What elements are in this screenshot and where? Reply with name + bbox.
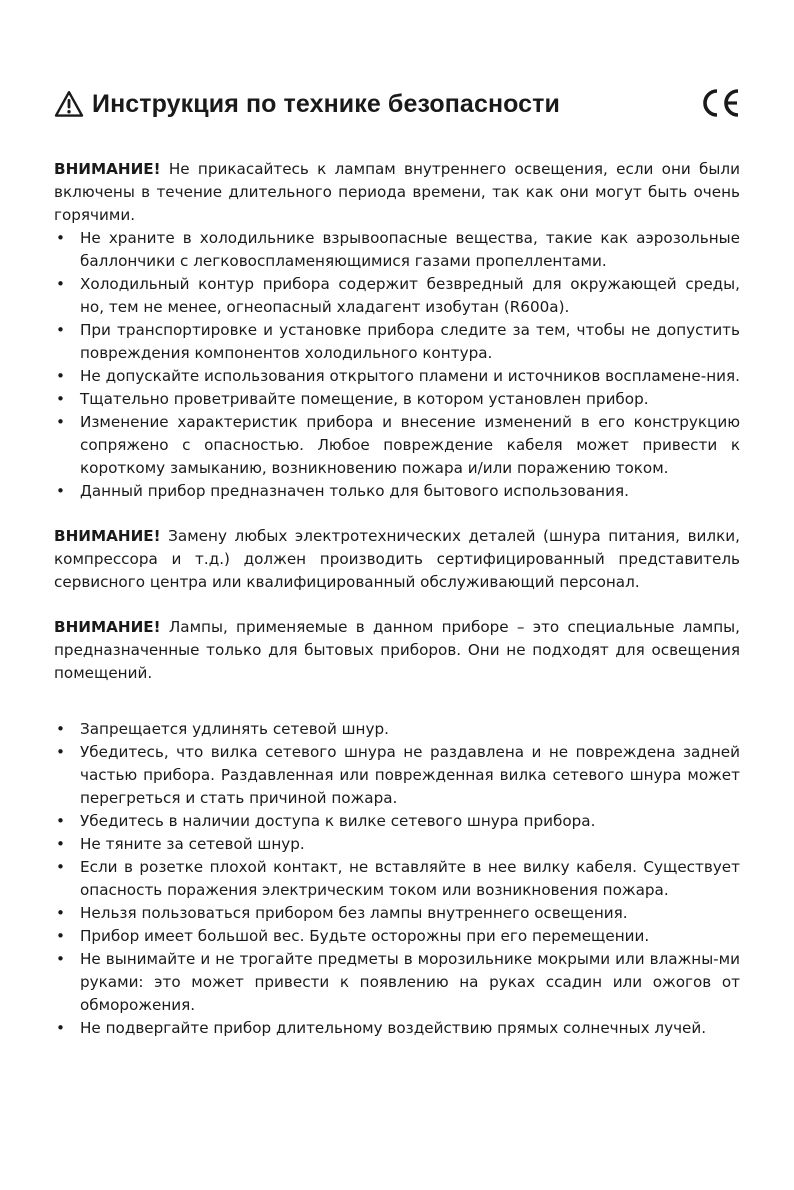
list-item-text: Если в розетке плохой контакт, не вставляйте в нее вилку кабеля. Существует опасность поражения электрическим током или возникновения пожара.: [80, 858, 740, 899]
list-item-text: Не храните в холодильнике взрывоопасные вещества, такие как аэрозольные баллончики с легковоспламеняющимися газами пропеллентами.: [80, 229, 740, 270]
list-item-text: Тщательно проветривайте помещение, в котором установлен прибор.: [80, 390, 649, 408]
bullet-glyph: •: [56, 229, 65, 247]
list-item: [54, 925, 740, 948]
list-item-text: Убедитесь в наличии доступа к вилке сетевого шнура прибора.: [80, 812, 596, 830]
page-header: [54, 82, 740, 126]
bullet-glyph: •: [56, 390, 65, 408]
list-item-text: Прибор имеет большой вес. Будьте осторожны при его перемещении.: [80, 927, 650, 945]
bullet-glyph: •: [56, 743, 65, 761]
list-item: [54, 810, 740, 833]
bullet-glyph: •: [56, 367, 65, 385]
document-page: [54, 82, 740, 1040]
warning-paragraph-1: [54, 158, 740, 227]
list-item: [54, 365, 740, 388]
list-item-text: Не допускайте использования открытого пламени и источников воспламене-ния.: [80, 367, 740, 385]
safety-list-2: [54, 718, 740, 1040]
list-item: [54, 1017, 740, 1040]
bullet-glyph: •: [56, 927, 65, 945]
warning-paragraph-3: [54, 616, 740, 685]
list-item: [54, 227, 740, 273]
warning-text: Не прикасайтесь к лампам внутреннего освещения, если они были включены в течение длительного периода времени, так как они могут быть очень горячими.: [54, 160, 740, 224]
bullet-glyph: •: [56, 321, 65, 339]
list-item: [54, 480, 740, 503]
list-item-text: Данный прибор предназначен только для бытового использования.: [80, 482, 629, 500]
list-item-text: Запрещается удлинять сетевой шнур.: [80, 720, 389, 738]
bullet-glyph: •: [56, 275, 65, 293]
bullet-glyph: •: [56, 482, 65, 500]
warning-paragraph-2: [54, 525, 740, 594]
list-item: [54, 833, 740, 856]
list-item: [54, 741, 740, 810]
warning-label: ВНИМАНИЕ!: [54, 160, 161, 178]
bullet-glyph: •: [56, 904, 65, 922]
safety-list-1: [54, 227, 740, 503]
list-item: [54, 948, 740, 1017]
document-body: [54, 158, 740, 1040]
list-item: [54, 273, 740, 319]
list-item-text: Нельзя пользоваться прибором без лампы внутреннего освещения.: [80, 904, 628, 922]
list-item: [54, 411, 740, 480]
list-item: [54, 388, 740, 411]
list-item: [54, 856, 740, 902]
ce-mark-logo: [698, 86, 742, 120]
bullet-glyph: •: [56, 413, 65, 431]
list-item: [54, 319, 740, 365]
list-item-text: Изменение характеристик прибора и внесение изменений в его конструкцию сопряжено с опасностью. Любое повреждение кабеля может привести к короткому замыканию, возникновению пожара и/или поражению током.: [80, 413, 740, 477]
warning-text: Лампы, применяемые в данном приборе – это специальные лампы, предназначенные только для бытовых приборов. Они не подходят для освещения помещений.: [54, 618, 740, 682]
list-item-text: Не подвергайте прибор длительному воздействию прямых солнечных лучей.: [80, 1019, 707, 1037]
list-item-text: Убедитесь, что вилка сетевого шнура не раздавлена и не повреждена задней частью прибора. Раздавленная или поврежденная вилка сетевого шнура может перегреться и стать причиной пожара.: [80, 743, 740, 807]
page-title: Инструкция по технике безопасности: [92, 89, 560, 118]
bullet-glyph: •: [56, 812, 65, 830]
bullet-glyph: •: [56, 858, 65, 876]
list-item: [54, 718, 740, 741]
warning-label: ВНИМАНИЕ!: [54, 527, 161, 545]
list-item: [54, 902, 740, 925]
bullet-glyph: •: [56, 950, 65, 968]
bullet-glyph: •: [56, 1019, 65, 1037]
warning-triangle-icon: [54, 90, 84, 118]
list-item-text: Не тяните за сетевой шнур.: [80, 835, 305, 853]
spacer: [54, 594, 740, 616]
list-item-text: Холодильный контур прибора содержит безвредный для окружающей среды, но, тем не менее, огнеопасный хладагент изобутан (R600a).: [80, 275, 740, 316]
list-item-text: Не вынимайте и не трогайте предметы в морозильнике мокрыми или влажны-ми руками: это может привести к появлению на руках ссадин или ожогов от обморожения.: [80, 950, 740, 1014]
bullet-glyph: •: [56, 835, 65, 853]
list-item-text: При транспортировке и установке прибора следите за тем, чтобы не допустить повреждения компонентов холодильного контура.: [80, 321, 740, 362]
warning-label: ВНИМАНИЕ!: [54, 618, 161, 636]
bullet-glyph: •: [56, 720, 65, 738]
warning-text: Замену любых электротехнических деталей (шнура питания, вилки, компрессора и т.д.) должен производить сертифицированный представитель сервисного центра или квалифицированный обслуживающий персонал.: [54, 527, 740, 591]
spacer: [54, 503, 740, 525]
spacer: [54, 685, 740, 718]
